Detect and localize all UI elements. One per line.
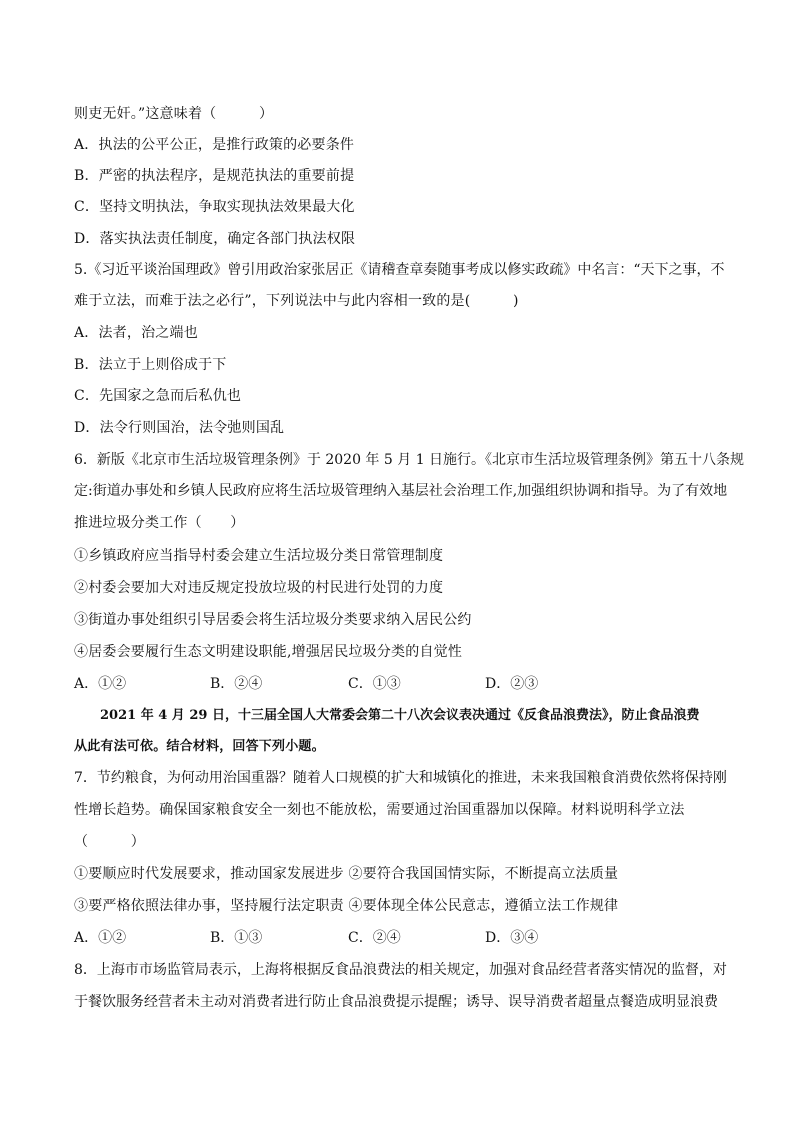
q7-stem-line3: （ ）	[74, 834, 145, 850]
q5-option-a: A．法者，治之端也	[74, 325, 198, 341]
q4-option-b: B．严密的执法程序，是规范执法的重要前提	[74, 168, 355, 184]
q5-stem-line1: 5.《习近平谈治国理政》曾引用政治家张居正《请稽查章奏随事考成以修实政疏》中名言：“天下之事，不	[74, 262, 725, 278]
q6-choice-b: B．②④	[210, 676, 263, 692]
q7-choice-a: A．①②	[74, 930, 127, 946]
q8-stem-line1: 8．上海市市场监管局表示，上海将根据反食品浪费法的相关规定，加强对食品经营者落实情况的监督，对	[74, 962, 727, 978]
q4-option-a: A．执法的公平公正，是推行政策的必要条件	[74, 137, 355, 153]
q6-choices	[74, 674, 724, 694]
material-line2: 从此有法可依。结合材料，回答下列小题。	[74, 739, 325, 754]
q4-option-d: D．落实执法责任制度，确定各部门执法权限	[74, 231, 356, 247]
q5-option-b: B．法立于上则俗成于下	[74, 357, 227, 373]
material-line1: 2021 年 4 月 29 日，十三届全国人大常委会第二十八次会议表决通过《反食品浪费法》，防止食品浪费	[100, 708, 700, 723]
q4-stem-tail: 则吏无奸。”这意味着（ ）	[74, 106, 274, 122]
q6-stem-line2: 定:街道办事处和乡镇人民政府应将生活垃圾管理纳入基层社会治理工作,加强组织协调和指导。为了有效地	[74, 483, 728, 499]
q6-choice-c: C．①③	[348, 676, 401, 692]
q8-stem-line2: 于餐饮服务经营者未主动对消费者进行防止食品浪费提示提醒；诱导、误导消费者超量点餐造成明显浪费	[74, 994, 718, 1010]
q7-stem-line2: 性增长趋势。确保国家粮食安全一刻也不能放松，需要通过治国重器加以保障。材料说明科学立法	[74, 802, 685, 818]
q5-stem-line2: 难于立法，而难于法之必行”，下列说法中与此内容相一致的是( )	[74, 293, 519, 309]
q6-statement-1: ①乡镇政府应当指导村委会建立生活垃圾分类日常管理制度	[74, 548, 444, 564]
q7-choice-b: B．①③	[210, 930, 263, 946]
q7-statements-line1: ①要顺应时代发展要求，推动国家发展进步 ②要符合我国国情实际，不断提高立法质量	[74, 866, 619, 882]
q7-choices	[74, 928, 724, 948]
q6-statement-2: ②村委会要加大对违反规定投放垃圾的村民进行处罚的力度	[74, 580, 444, 596]
q4-option-c: C．坚持文明执法，争取实现执法效果最大化	[74, 199, 355, 215]
q6-choice-d: D．②③	[485, 676, 539, 692]
q6-statement-4: ④居委会要履行生态文明建设职能,增强居民垃圾分类的自觉性	[74, 644, 463, 660]
q7-statements-line2: ③要严格依照法律办事，坚持履行法定职责 ④要体现全体公民意志，遵循立法工作规律	[74, 898, 619, 914]
q6-stem-line3: 推进垃圾分类工作（ ）	[74, 515, 245, 531]
q5-option-d: D．法令行则国治，法令弛则国乱	[74, 420, 285, 436]
q7-choice-d: D．③④	[485, 930, 539, 946]
q7-stem-line1: 7．节约粮食，为何动用治国重器？随着人口规模的扩大和城镇化的推进，未来我国粮食消费依然将保持刚	[74, 770, 727, 786]
q6-stem-line1: 6．新版《北京市生活垃圾管理条例》于 2020 年 5 月 1 日施行。《北京市生活垃圾管理条例》第五十八条规	[74, 452, 745, 468]
q7-choice-c: C．②④	[348, 930, 401, 946]
q6-choice-a: A．①②	[74, 676, 127, 692]
q6-statement-3: ③街道办事处组织引导居委会将生活垃圾分类要求纳入居民公约	[74, 612, 472, 628]
q5-option-c: C．先国家之急而后私仇也	[74, 388, 242, 404]
